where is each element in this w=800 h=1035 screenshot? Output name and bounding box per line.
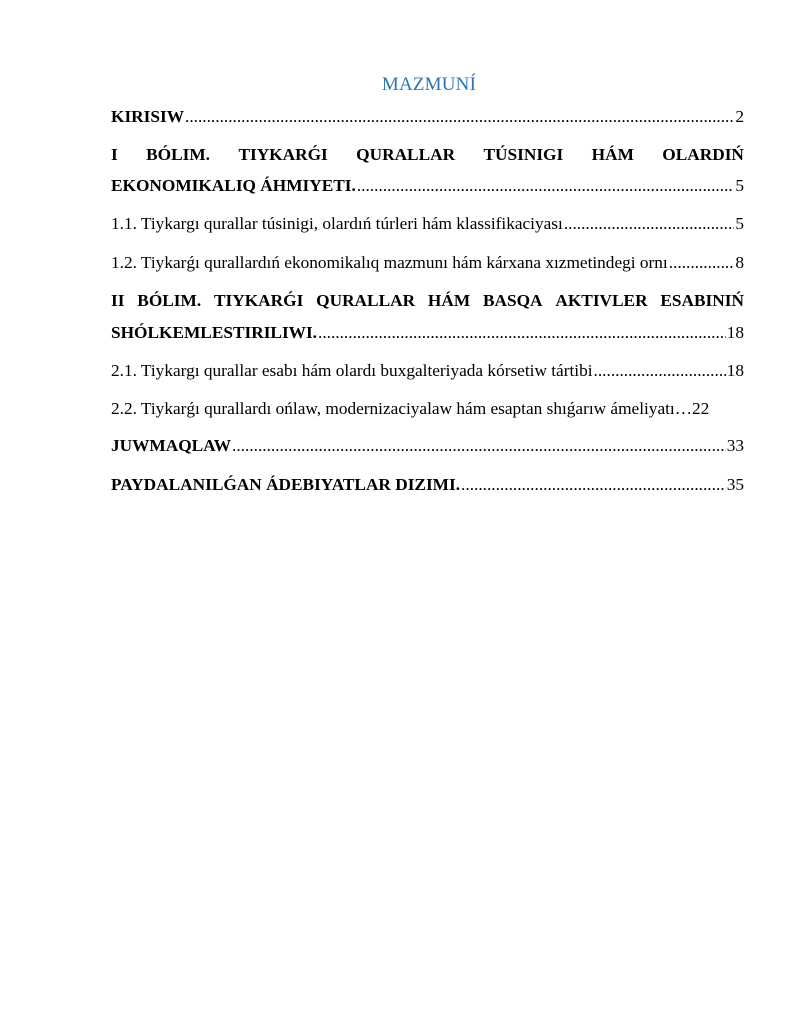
toc-page-number: 33 — [726, 436, 744, 455]
toc-page-number: 5 — [735, 214, 744, 233]
toc-entry-label: EKONOMIKALIQ ÁHMIYETI. — [111, 176, 356, 195]
heading-word: BASQA — [482, 291, 543, 310]
toc-entry-label: PAYDALANILǴAN ÁDEBIYATLAR DIZIMI. — [111, 475, 461, 494]
toc-entry-label: 2.1. Tiykargı qurallar esabı hám olardı buxgalteriyada kórsetiw tártibi — [111, 361, 593, 380]
toc-entry-bolim-1-heading[interactable] — [111, 143, 744, 167]
toc-page-number: 18 — [726, 361, 744, 380]
heading-word: OLARDIŃ — [662, 145, 744, 164]
page-title: MAZMUNÍ — [381, 74, 477, 95]
toc-entry-label: JUWMAQLAW — [111, 436, 232, 455]
toc-entry-bolim-2[interactable] — [111, 321, 744, 345]
heading-word: BÓLIM. — [137, 291, 202, 310]
toc-entry-2-2[interactable] — [111, 397, 744, 421]
toc-leader-dots — [232, 434, 726, 458]
toc-leader-dots — [357, 174, 735, 198]
toc-leader-dots — [594, 359, 726, 383]
toc-page-number: 22 — [692, 399, 710, 418]
toc-page-number: 5 — [735, 176, 744, 195]
heading-word: II — [111, 291, 125, 310]
heading-word: TIYKARǴI — [238, 145, 328, 164]
toc-entry-2-1[interactable] — [111, 359, 744, 383]
toc-entry-label: SHÓLKEMLESTIRILIWI. — [111, 323, 317, 342]
toc-entry-label: 2.2. Tiykarǵı qurallardı ońlaw, modernizaciyalaw hám esaptan shıǵarıw ámeliyatı… — [111, 399, 693, 418]
toc-page-number: 2 — [735, 107, 744, 126]
toc-entry-1-1[interactable] — [111, 212, 744, 236]
heading-word: TÚSINIGI — [483, 145, 564, 164]
toc-entry-1-2[interactable] — [111, 251, 744, 275]
toc-page-number: 8 — [735, 253, 744, 272]
toc-entry-bolim-2-heading[interactable] — [111, 289, 744, 313]
heading-word: BÓLIM. — [146, 145, 211, 164]
toc-leader-dots — [185, 105, 734, 129]
toc-entry-label: 1.1. Tiykargı qurallar túsinigi, olardıń túrleri hám klassifikaciyası — [111, 214, 563, 233]
heading-word: HÁM — [591, 145, 634, 164]
toc-leader-dots — [461, 473, 726, 497]
heading-word: QURALLAR — [316, 291, 416, 310]
toc-leader-dots — [564, 212, 735, 236]
toc-entry-bibliography[interactable] — [111, 473, 744, 497]
toc-entry-juwmaqlaw[interactable] — [111, 434, 744, 458]
heading-word: AKTIVLER — [555, 291, 648, 310]
toc-page-number: 35 — [726, 475, 744, 494]
heading-word: QURALLAR — [356, 145, 456, 164]
heading-word: HÁM — [427, 291, 471, 310]
toc-entry-kirisiw[interactable] — [111, 105, 744, 129]
heading-word: TIYKARǴI — [214, 291, 304, 310]
heading-word: ESABINIŃ — [660, 291, 744, 310]
toc-entry-bolim-1[interactable] — [111, 174, 744, 198]
heading-word: I — [111, 145, 118, 164]
toc-leader-dots — [318, 321, 726, 345]
toc-entry-label: 1.2. Tiykarǵı qurallardıń ekonomikalıq mazmunı hám kárxana xızmetindegi ornı — [111, 253, 668, 272]
toc-page-number: 18 — [726, 323, 744, 342]
toc-leader-dots — [669, 251, 735, 275]
toc-entry-label: KIRISIW — [111, 107, 184, 126]
